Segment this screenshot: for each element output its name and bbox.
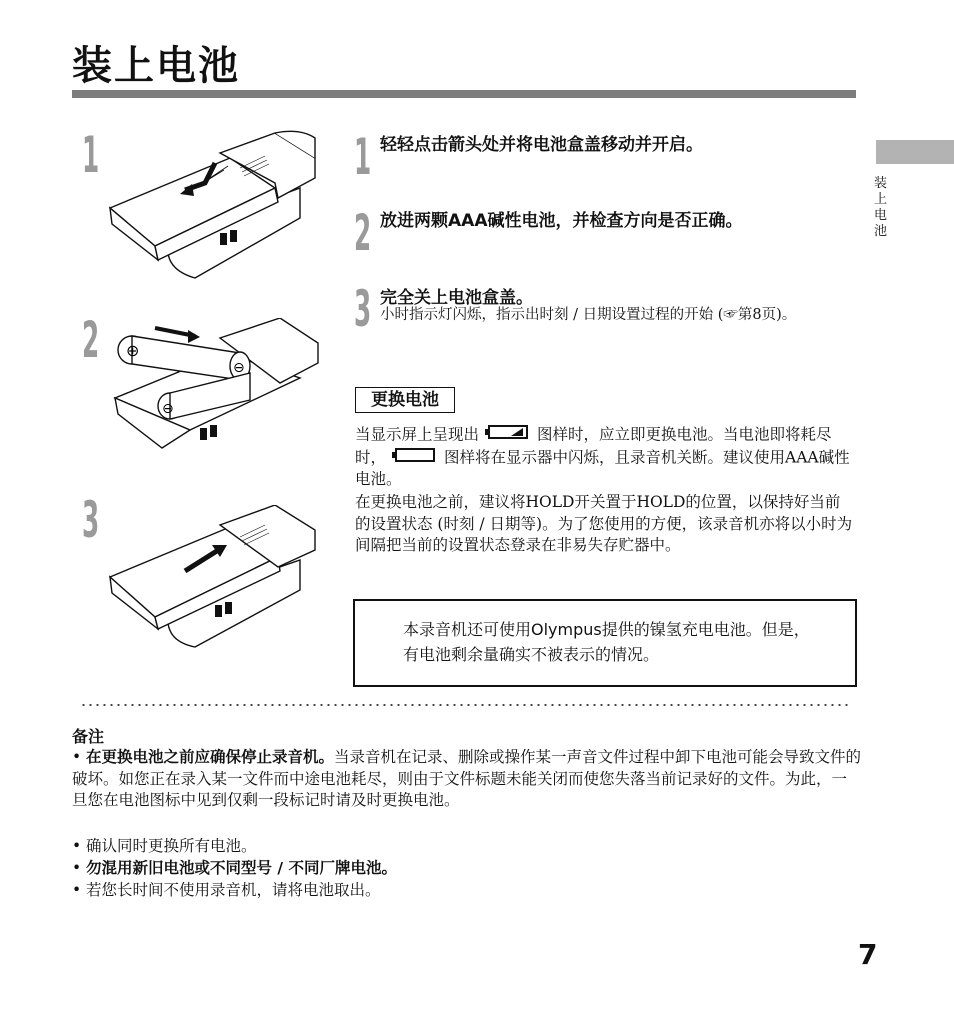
- replace-text-c: 图样将在显示器中闪烁，且录音机关断。建议使用AAA碱性电池。: [355, 447, 850, 488]
- replace-text-b: 图样时，应立即更换电池。当电池即将耗尽时，: [355, 425, 832, 466]
- svg-text:⊖: ⊖: [233, 360, 245, 376]
- note-item-2: • 确认同时更换所有电池。: [72, 837, 257, 855]
- illustration-number-3: 3: [82, 491, 100, 549]
- battery-insertion-illustration: [100, 318, 320, 458]
- nimh-info-text: 本录音机还可使用Olympus提供的镍氢充电电池。但是，有电池剩余量确实不被表示的情况。: [403, 620, 810, 664]
- note-1-text: 当录音机在记录、删除或操作某一声音文件过程中卸下电池可能会导致文件的破坏。如您正在录入某一文件而中途电池耗尽，则由于文件标题未能关闭而使您失落当前记录好的文件。为此，一旦您在电池图标中见到仅剩一段标记时请及时更换电池。: [72, 748, 862, 809]
- note-1-bold: 在更换电池之前应确保停止录音机。: [86, 748, 335, 766]
- step-number-1: 1: [354, 128, 372, 186]
- illustration-number-2: 2: [82, 311, 100, 369]
- recorder-close-lid-illustration: [100, 505, 320, 655]
- battery-low-icon: [485, 424, 531, 447]
- nimh-info-box: [353, 599, 857, 687]
- replace-text-a: 当显示屏上呈现出: [355, 425, 480, 444]
- note-item-1: • 在更换电池之前应确保停止录音机。当录音机在记录、删除或操作某一声音文件过程中卸下电池可能会导致文件的破坏。如您正在录入某一文件而中途电池耗尽，则由于文件标题未能关闭而使您失落当前记录好的文件。为此，一旦您在电池图标中见到仅剩一段标记时请及时更换电池。: [72, 748, 862, 809]
- recorder-open-lid-illustration: [100, 128, 320, 288]
- side-label: 装上电池: [874, 176, 888, 239]
- page-number: 7: [858, 938, 878, 971]
- note-3-bold: 勿混用新旧电池或不同型号 / 不同厂牌电池。: [86, 859, 397, 877]
- note-4-text: 若您长时间不使用录音机，请将电池取出。: [86, 881, 381, 899]
- side-tab: [876, 140, 954, 164]
- dotted-separator: [80, 704, 850, 706]
- replace-battery-paragraph-2: 在更换电池之前，建议将HOLD开关置于HOLD的位置，以保持好当前的设置状态 (时刻 / 日期等)。为了您使用的方便，该录音机亦将以小时为间隔把当前的设置状态登录在非易失存贮器中。: [355, 493, 853, 554]
- step-1-text: 轻轻点击箭头处并将电池盒盖移动并开启。: [380, 135, 703, 155]
- step-number-2: 2: [354, 204, 372, 262]
- notes-heading: 备注: [72, 727, 105, 746]
- step-number-3: 3: [354, 280, 372, 338]
- replace-battery-heading: 更换电池: [355, 387, 455, 413]
- illustration-number-1: 1: [82, 126, 100, 184]
- step-2-text: 放进两颗AAA碱性电池，并检查方向是否正确。: [380, 211, 743, 231]
- note-item-4: • 若您长时间不使用录音机，请将电池取出。: [72, 881, 381, 899]
- svg-text:⊖: ⊖: [162, 401, 174, 417]
- svg-text:⊕: ⊕: [126, 341, 140, 360]
- replace-battery-paragraph-1: [355, 424, 855, 491]
- title-rule: [72, 90, 856, 98]
- step-3-text: 完全关上电池盒盖。: [380, 288, 533, 308]
- battery-empty-icon: [392, 447, 438, 470]
- page-title: 装上电池: [72, 43, 240, 89]
- step-3-subtext: 小时指示灯闪烁，指示出时刻 / 日期设置过程的开始 (☞第8页)。: [380, 307, 797, 323]
- note-2-text: 确认同时更换所有电池。: [86, 837, 257, 855]
- note-item-3: • 勿混用新旧电池或不同型号 / 不同厂牌电池。: [72, 859, 397, 877]
